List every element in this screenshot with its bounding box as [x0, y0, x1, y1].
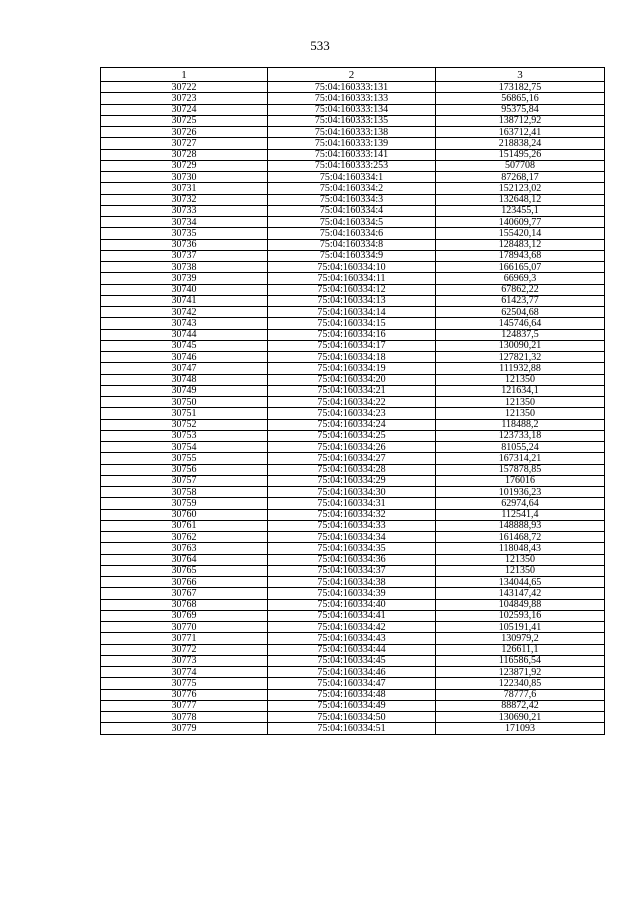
row-number-cell: 30722: [101, 82, 268, 93]
cadastral-number-cell: 75:04:160334:12: [268, 284, 436, 295]
value-cell: 124837,5: [436, 329, 605, 340]
row-number-cell: 30766: [101, 577, 268, 588]
cadastral-number-cell: 75:04:160334:39: [268, 588, 436, 599]
cadastral-number-cell: 75:04:160334:10: [268, 262, 436, 273]
row-number-cell: 30736: [101, 239, 268, 250]
cadastral-number-cell: 75:04:160334:25: [268, 430, 436, 441]
table-row: [101, 172, 605, 183]
row-number-cell: 30775: [101, 678, 268, 689]
value-cell: 123733,18: [436, 430, 605, 441]
table-row: [101, 239, 605, 250]
cadastral-number-cell: 75:04:160333:138: [268, 127, 436, 138]
cadastral-number-cell: 75:04:160334:28: [268, 464, 436, 475]
table-row: [101, 487, 605, 498]
value-cell: 163712,41: [436, 127, 605, 138]
row-number-cell: 30741: [101, 295, 268, 306]
cadastral-number-cell: 75:04:160334:5: [268, 217, 436, 228]
row-number-cell: 30771: [101, 633, 268, 644]
cadastral-number-cell: 75:04:160334:42: [268, 622, 436, 633]
value-cell: 121350: [436, 554, 605, 565]
cadastral-number-cell: 75:04:160334:41: [268, 610, 436, 621]
row-number-cell: 30746: [101, 352, 268, 363]
table-row: [101, 577, 605, 588]
row-number-cell: 30765: [101, 565, 268, 576]
value-cell: 148888,93: [436, 520, 605, 531]
table-row: [101, 532, 605, 543]
value-cell: 178943,68: [436, 250, 605, 261]
cadastral-number-cell: 75:04:160334:35: [268, 543, 436, 554]
table-row: [101, 599, 605, 610]
cadastral-number-cell: 75:04:160334:14: [268, 307, 436, 318]
value-cell: 130690,21: [436, 712, 605, 723]
value-cell: 127821,32: [436, 352, 605, 363]
value-cell: 62504,68: [436, 307, 605, 318]
table-row: [101, 385, 605, 396]
row-number-cell: 30745: [101, 340, 268, 351]
value-cell: 167314,21: [436, 453, 605, 464]
page-number: 533: [310, 38, 330, 53]
value-cell: 151495,26: [436, 149, 605, 160]
table-row: [101, 82, 605, 93]
table-row: [101, 138, 605, 149]
table-row: [101, 633, 605, 644]
value-cell: 173182,75: [436, 82, 605, 93]
value-cell: 56865,16: [436, 93, 605, 104]
cadastral-number-cell: 75:04:160333:133: [268, 93, 436, 104]
row-number-cell: 30737: [101, 250, 268, 261]
value-cell: 140609,77: [436, 217, 605, 228]
row-number-cell: 30742: [101, 307, 268, 318]
table-row: [101, 430, 605, 441]
row-number-cell: 30762: [101, 532, 268, 543]
cadastral-number-cell: 75:04:160334:2: [268, 183, 436, 194]
cadastral-number-cell: 75:04:160334:47: [268, 678, 436, 689]
table-row: [101, 712, 605, 723]
cadastral-number-cell: 75:04:160334:33: [268, 520, 436, 531]
value-cell: 122340,85: [436, 678, 605, 689]
row-number-cell: 30738: [101, 262, 268, 273]
row-number-cell: 30729: [101, 160, 268, 171]
cadastral-number-cell: 75:04:160333:253: [268, 160, 436, 171]
row-number-cell: 30769: [101, 610, 268, 621]
column-header-2: 2: [268, 68, 436, 82]
row-number-cell: 30724: [101, 104, 268, 115]
row-number-cell: 30728: [101, 149, 268, 160]
value-cell: 118048,43: [436, 543, 605, 554]
cadastral-number-cell: 75:04:160334:31: [268, 498, 436, 509]
value-cell: 81055,24: [436, 442, 605, 453]
value-cell: 123455,1: [436, 205, 605, 216]
cadastral-number-cell: 75:04:160334:8: [268, 239, 436, 250]
value-cell: 152123,02: [436, 183, 605, 194]
table-row: [101, 93, 605, 104]
row-number-cell: 30764: [101, 554, 268, 565]
value-cell: 130090,21: [436, 340, 605, 351]
cadastral-number-cell: 75:04:160334:13: [268, 295, 436, 306]
table-row: [101, 588, 605, 599]
row-number-cell: 30732: [101, 194, 268, 205]
cadastral-number-cell: 75:04:160333:139: [268, 138, 436, 149]
cadastral-number-cell: 75:04:160334:44: [268, 644, 436, 655]
table-row: [101, 318, 605, 329]
table-row: [101, 667, 605, 678]
column-header-1: 1: [101, 68, 268, 82]
cadastral-number-cell: 75:04:160334:6: [268, 228, 436, 239]
cadastral-number-cell: 75:04:160334:29: [268, 475, 436, 486]
row-number-cell: 30755: [101, 453, 268, 464]
value-cell: 121350: [436, 565, 605, 576]
table-row: [101, 340, 605, 351]
row-number-cell: 30753: [101, 430, 268, 441]
table-row: [101, 149, 605, 160]
table-row: [101, 374, 605, 385]
row-number-cell: 30760: [101, 509, 268, 520]
table-row: [101, 644, 605, 655]
cadastral-number-cell: 75:04:160334:50: [268, 712, 436, 723]
table-row: [101, 329, 605, 340]
row-number-cell: 30725: [101, 115, 268, 126]
row-number-cell: 30754: [101, 442, 268, 453]
value-cell: 143147,42: [436, 588, 605, 599]
value-cell: 145746,64: [436, 318, 605, 329]
cadastral-number-cell: 75:04:160334:21: [268, 385, 436, 396]
row-number-cell: 30757: [101, 475, 268, 486]
table-row: [101, 723, 605, 734]
table-row: [101, 554, 605, 565]
table-row: [101, 397, 605, 408]
value-cell: 87268,17: [436, 172, 605, 183]
cadastral-number-cell: 75:04:160334:1: [268, 172, 436, 183]
table-row: [101, 442, 605, 453]
cadastral-number-cell: 75:04:160334:38: [268, 577, 436, 588]
table-row: [101, 655, 605, 666]
value-cell: 104849,88: [436, 599, 605, 610]
row-number-cell: 30773: [101, 655, 268, 666]
row-number-cell: 30768: [101, 599, 268, 610]
cadastral-number-cell: 75:04:160334:46: [268, 667, 436, 678]
row-number-cell: 30727: [101, 138, 268, 149]
row-number-cell: 30723: [101, 93, 268, 104]
row-number-cell: 30748: [101, 374, 268, 385]
table-row: [101, 183, 605, 194]
value-cell: 176016: [436, 475, 605, 486]
value-cell: 121350: [436, 408, 605, 419]
table-row: [101, 509, 605, 520]
cadastral-number-cell: 75:04:160334:37: [268, 565, 436, 576]
value-cell: 128483,12: [436, 239, 605, 250]
row-number-cell: 30739: [101, 273, 268, 284]
cadastral-number-cell: 75:04:160334:19: [268, 363, 436, 374]
value-cell: 507708: [436, 160, 605, 171]
cadastral-number-cell: 75:04:160333:134: [268, 104, 436, 115]
table-row: [101, 273, 605, 284]
row-number-cell: 30735: [101, 228, 268, 239]
row-number-cell: 30761: [101, 520, 268, 531]
table-row: [101, 352, 605, 363]
cadastral-number-cell: 75:04:160334:30: [268, 487, 436, 498]
table-row: [101, 565, 605, 576]
row-number-cell: 30733: [101, 205, 268, 216]
value-cell: 88872,42: [436, 700, 605, 711]
cadastral-number-cell: 75:04:160334:20: [268, 374, 436, 385]
table-row: [101, 543, 605, 554]
row-number-cell: 30759: [101, 498, 268, 509]
row-number-cell: 30726: [101, 127, 268, 138]
table-row: [101, 464, 605, 475]
value-cell: 121350: [436, 374, 605, 385]
cadastral-number-cell: 75:04:160334:9: [268, 250, 436, 261]
value-cell: 171093: [436, 723, 605, 734]
table-body: [101, 82, 605, 735]
row-number-cell: 30767: [101, 588, 268, 599]
value-cell: 157878,85: [436, 464, 605, 475]
row-number-cell: 30777: [101, 700, 268, 711]
value-cell: 123871,92: [436, 667, 605, 678]
cadastral-number-cell: 75:04:160334:48: [268, 689, 436, 700]
value-cell: 132648,12: [436, 194, 605, 205]
table-row: [101, 295, 605, 306]
table-row: [101, 228, 605, 239]
table-row: [101, 700, 605, 711]
row-number-cell: 30747: [101, 363, 268, 374]
cadastral-number-cell: 75:04:160333:131: [268, 82, 436, 93]
value-cell: 62974,64: [436, 498, 605, 509]
table-row: [101, 284, 605, 295]
table-row: [101, 678, 605, 689]
table-row: [101, 453, 605, 464]
value-cell: 166165,07: [436, 262, 605, 273]
value-cell: 121350: [436, 397, 605, 408]
cadastral-number-cell: 75:04:160334:15: [268, 318, 436, 329]
row-number-cell: 30776: [101, 689, 268, 700]
table-header-row: [101, 68, 605, 82]
cadastral-number-cell: 75:04:160334:51: [268, 723, 436, 734]
cadastral-number-cell: 75:04:160334:17: [268, 340, 436, 351]
value-cell: 67862,22: [436, 284, 605, 295]
row-number-cell: 30763: [101, 543, 268, 554]
table-row: [101, 610, 605, 621]
cadastral-number-cell: 75:04:160334:11: [268, 273, 436, 284]
value-cell: 101936,23: [436, 487, 605, 498]
cadastral-number-cell: 75:04:160334:40: [268, 599, 436, 610]
row-number-cell: 30750: [101, 397, 268, 408]
cadastral-number-cell: 75:04:160334:49: [268, 700, 436, 711]
value-cell: 138712,92: [436, 115, 605, 126]
row-number-cell: 30743: [101, 318, 268, 329]
value-cell: 161468,72: [436, 532, 605, 543]
row-number-cell: 30730: [101, 172, 268, 183]
table-row: [101, 408, 605, 419]
row-number-cell: 30756: [101, 464, 268, 475]
row-number-cell: 30752: [101, 419, 268, 430]
cadastral-value-table: [100, 67, 605, 735]
cadastral-number-cell: 75:04:160334:16: [268, 329, 436, 340]
value-cell: 121634,1: [436, 385, 605, 396]
value-cell: 66969,3: [436, 273, 605, 284]
table-row: [101, 104, 605, 115]
cadastral-number-cell: 75:04:160334:3: [268, 194, 436, 205]
cadastral-number-cell: 75:04:160334:4: [268, 205, 436, 216]
value-cell: 118488,2: [436, 419, 605, 430]
value-cell: 111932,88: [436, 363, 605, 374]
cadastral-number-cell: 75:04:160334:43: [268, 633, 436, 644]
row-number-cell: 30734: [101, 217, 268, 228]
value-cell: 126611,1: [436, 644, 605, 655]
row-number-cell: 30744: [101, 329, 268, 340]
cadastral-number-cell: 75:04:160334:24: [268, 419, 436, 430]
value-cell: 78777,6: [436, 689, 605, 700]
table-row: [101, 194, 605, 205]
table-row: [101, 498, 605, 509]
value-cell: 134044,65: [436, 577, 605, 588]
row-number-cell: 30751: [101, 408, 268, 419]
table-row: [101, 419, 605, 430]
column-header-3: 3: [436, 68, 605, 82]
row-number-cell: 30770: [101, 622, 268, 633]
table-row: [101, 520, 605, 531]
table-row: [101, 250, 605, 261]
table-row: [101, 205, 605, 216]
row-number-cell: 30749: [101, 385, 268, 396]
cadastral-number-cell: 75:04:160334:18: [268, 352, 436, 363]
table-row: [101, 689, 605, 700]
table-row: [101, 475, 605, 486]
value-cell: 61423,77: [436, 295, 605, 306]
value-cell: 116586,54: [436, 655, 605, 666]
table-row: [101, 307, 605, 318]
value-cell: 112541,4: [436, 509, 605, 520]
cadastral-number-cell: 75:04:160333:135: [268, 115, 436, 126]
value-cell: 95375,84: [436, 104, 605, 115]
row-number-cell: 30758: [101, 487, 268, 498]
cadastral-number-cell: 75:04:160334:45: [268, 655, 436, 666]
table-row: [101, 622, 605, 633]
value-cell: 102593,16: [436, 610, 605, 621]
cadastral-number-cell: 75:04:160334:22: [268, 397, 436, 408]
value-cell: 218838,24: [436, 138, 605, 149]
table-row: [101, 262, 605, 273]
table-row: [101, 115, 605, 126]
cadastral-number-cell: 75:04:160334:27: [268, 453, 436, 464]
cadastral-number-cell: 75:04:160334:32: [268, 509, 436, 520]
row-number-cell: 30740: [101, 284, 268, 295]
value-cell: 155420,14: [436, 228, 605, 239]
row-number-cell: 30774: [101, 667, 268, 678]
cadastral-number-cell: 75:04:160334:34: [268, 532, 436, 543]
value-cell: 130979,2: [436, 633, 605, 644]
table-row: [101, 363, 605, 374]
cadastral-number-cell: 75:04:160334:23: [268, 408, 436, 419]
cadastral-number-cell: 75:04:160333:141: [268, 149, 436, 160]
table-row: [101, 217, 605, 228]
value-cell: 105191,41: [436, 622, 605, 633]
row-number-cell: 30779: [101, 723, 268, 734]
table-row: [101, 127, 605, 138]
row-number-cell: 30731: [101, 183, 268, 194]
row-number-cell: 30772: [101, 644, 268, 655]
table-row: [101, 160, 605, 171]
cadastral-number-cell: 75:04:160334:26: [268, 442, 436, 453]
row-number-cell: 30778: [101, 712, 268, 723]
cadastral-number-cell: 75:04:160334:36: [268, 554, 436, 565]
